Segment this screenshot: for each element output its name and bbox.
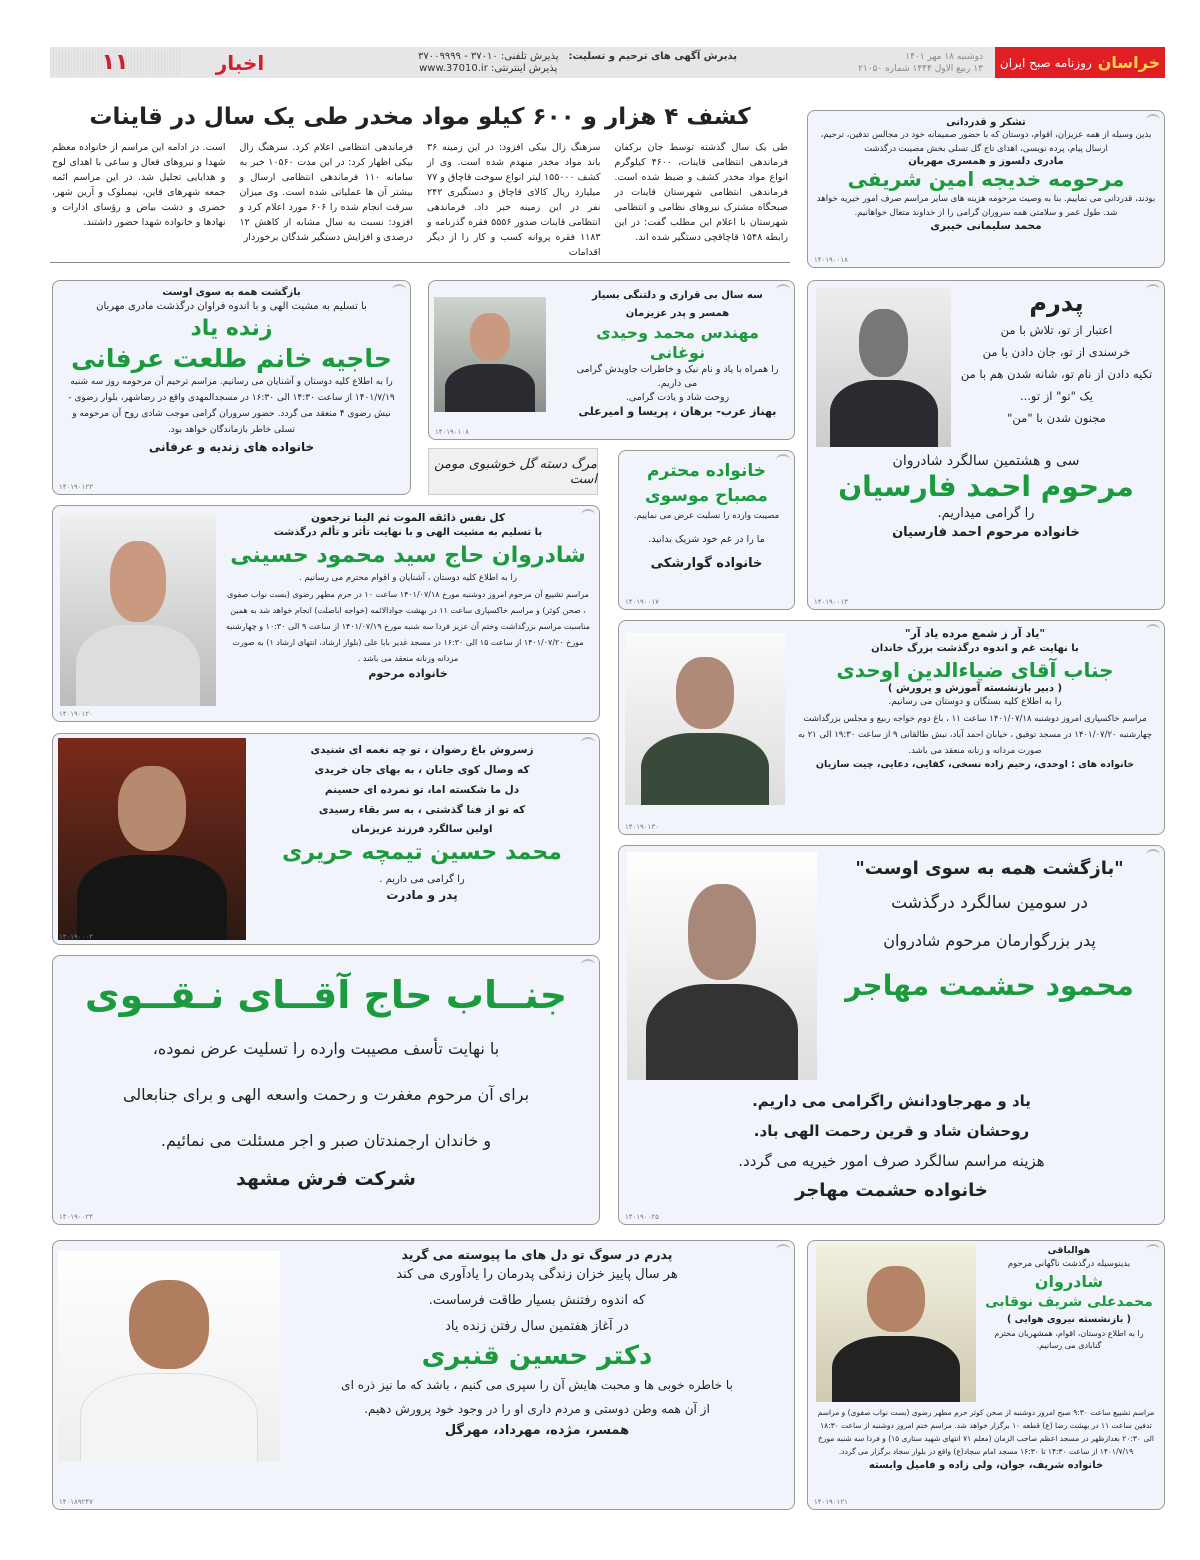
ad-text: از آن همه وطن دوستی و مردم داری او را در وجود خود پرورش دهیم. bbox=[364, 1401, 710, 1416]
ad-heading: "بازگشت همه به سوی اوست" bbox=[855, 858, 1124, 879]
poem-line: تکیه دادن از نام تو، شانه شدن هم با من bbox=[960, 367, 1153, 381]
poem-line: خرسندی از تو، جان دادن با من bbox=[982, 345, 1131, 359]
ad-signature: بهناز عرب- برهان ، پریسا و امیرعلی bbox=[578, 405, 777, 418]
portrait-photo bbox=[816, 287, 951, 447]
addressee-title: خانواده محترم bbox=[647, 461, 766, 481]
ad-text: در آغاز هفتمین سال رفتن زنده یاد bbox=[445, 1319, 629, 1334]
portrait-photo bbox=[60, 514, 216, 706]
ad-text: روحت شاد و یادت گرامی. bbox=[625, 392, 730, 403]
ad-text: روحشان شاد و قرین رحمت الهی باد. bbox=[753, 1122, 1030, 1140]
ad-text: مراسم تشییع آن مرحوم امروز دوشنبه مورخ ۱۴۰۱/۰۷/۱۸ ساعت ۱۰ در حرم مطهر رضوی (بست نواب صفوی ، صحن کوثر) و مراسم خاکسپاری ساعت ۱۱ در بهشت جوادالائمه (خواجه اباصلت) انجام خواهد شد به همین مناسبت مراسم بزرگداشت وختم آن عزیز فردا سه شنبه مورخ ۱۴۰۱/۰۷/۱۹ از ساعت ۹ الی ۱۰:۳۰ و چهارشنبه مورخ ۱۴۰۱/۰۷/۲۰ از ساعت ۱۵ الی ۱۶:۳۰ در مسجد غدیر بابا علی (بلوار ارشاد، انتهای ارشاد ۱) به صورت مردانه وزنانه منعقد می باشد . bbox=[225, 589, 591, 663]
ad-signature: شرکت فرش مشهد bbox=[236, 1167, 416, 1190]
ad-subheading: با تسلیم به مشیت الهی و با نهایت تأثر و تألم درگذشت bbox=[273, 527, 543, 538]
ad-code: ۱۴۰۱۹۰۱۰۸ bbox=[435, 428, 469, 436]
ad-code: ۱۴۰۱۹۰۱۲۳ bbox=[59, 483, 93, 491]
ad-text: بدین وسیله از همه عزیزان، اقوام، دوستان که با حضور صمیمانه خود در مجالس تدفین، ترحیم، ارسال پیام، پرده نویسی، اهدای تاج گل تسلی بخش مصیبت درگذشت bbox=[820, 130, 1152, 154]
portrait-photo bbox=[434, 297, 546, 412]
ad-text: را به اطلاع کلیه دوستان و آشنایان می رسانیم. مراسم ترحیم آن مرحومه روز سه شنبه ۱۴۰۱/۷/۱۹ از ساعت ۱۴:۳۰ الی ۱۶:۳۰ در مسجدالمهدی واقع در رضاشهر، بلوار رضوی - نبش رضوی ۴ منعقد می گردد. حضور سروران گرامی موجب شادی روح آن مرحومه و تسلی خاطر بازماندگان خواهد بود. bbox=[68, 376, 395, 435]
ad-heading: "یاد آر ز شمع مرده یاد آر" bbox=[904, 627, 1046, 640]
issue-date: دوشنبه ۱۸ مهر ۱۴۰۱ ۱۳ ربیع الاول ۱۴۴۴ شماره ۲۱۰۵۰ bbox=[858, 51, 983, 74]
ad-text: بدینوسیله درگذشت ناگهانی مرحوم bbox=[1007, 1259, 1131, 1269]
ad-text: و خاندان ارجمندتان صبر و اجر مسئلت می نمائیم. bbox=[160, 1130, 492, 1150]
ad-code: ۱۴۰۱۹۰۱۲۱ bbox=[814, 1498, 848, 1506]
ad-text: را گرامی می داریم . bbox=[379, 873, 465, 885]
addressee-name: جنــاب حاج آقــای نـقــوی bbox=[84, 973, 568, 1017]
deceased-name: مرحومه خدیجه امین شریفی bbox=[847, 167, 1125, 191]
article-column: سرهنگ زال بیکی افزود: در این زمینه ۳۶ باند مواد مخدر منهدم شده است. وی از کشف ۱۵۵۰۰۰ لیتر انواع سوخت قاچاق و ۷۷ میلیارد ریال کالای قاچاق و دستگیری ۲۴۲ نفر در این زمینه خبر داد. فرماندهی انتظامی قاینات صدور ۵۵۵۶ فقره گذرنامه و ۱۱۸۳ فقره پروانه کسب و کار را از دیگر اقدامات bbox=[427, 142, 601, 258]
poem-line: که وصال کوی جانان ، به بهای جان خریدی bbox=[314, 764, 530, 776]
ad-subheading: مادری دلسوز و همسری مهربان bbox=[908, 156, 1064, 167]
ad-code: ۱۴۰۱۹۰۰۱۳ bbox=[814, 598, 848, 606]
deceased-role: ( بازنشسته نیروی هوایی ) bbox=[1006, 1314, 1131, 1325]
ad-heading: تشکر و قدردانی bbox=[946, 117, 1026, 128]
ad-code: ۱۴۰۱۹۰۰۰۳ bbox=[59, 933, 93, 941]
deceased-title: زنده یاد bbox=[190, 316, 273, 341]
page-number: ۱۱ bbox=[50, 50, 180, 75]
ad-signature: محمد سلیمانی خیبری bbox=[930, 220, 1042, 232]
portrait-photo bbox=[627, 852, 817, 1080]
ad-code: ۱۴۰۱۹۰۰۱۷ bbox=[625, 598, 659, 606]
ad-text: بودند، قدردانی می نماییم. بنا به وصیت مرحومه هزینه های سایر مراسم صرف امور خیریه خواهد شد. طول عمر و سلامتی همه سروران گرامی را از خداوند متعال خواهانیم. bbox=[816, 194, 1156, 218]
deceased-name: دکتر حسین قنبری bbox=[421, 1341, 653, 1371]
ad-heading: پدرم bbox=[1029, 289, 1084, 317]
poem-line: یک "تو" از تو... bbox=[1019, 389, 1094, 403]
ad-signature: خانواده گوارشکی bbox=[650, 555, 763, 571]
ad-mousavi bbox=[618, 450, 795, 610]
ad-subheading: همسر و پدر عزیزمان bbox=[625, 308, 730, 319]
ad-text: را به اطلاع کلیه بستگان و دوستان می رسانیم. bbox=[888, 697, 1062, 707]
ad-text: ما را در غم خود شریک بدانید. bbox=[648, 533, 765, 545]
ad-ghanbari bbox=[52, 1240, 795, 1510]
ad-signature: همسر، مژده، مهرداد، مهرگل bbox=[444, 1422, 630, 1438]
ad-text: را به اطلاع کلیه دوستان ، آشنایان و اقوام محترم می رسانیم . bbox=[299, 572, 517, 583]
ad-code: ۱۴۰۱۹۰۱۲۰ bbox=[59, 710, 93, 718]
ad-heading: پدرم در سوگ تو دل های ما پیوسته می گرید bbox=[401, 1247, 673, 1262]
poem-line: که تو از فنا گذشتی ، به سر بقاء رسیدی bbox=[318, 804, 526, 816]
ad-text: که اندوه رفتنش بسیار طاقت فرساست. bbox=[428, 1293, 646, 1308]
article-headline: کشف ۴ هزار و ۶۰۰ کیلو مواد مخدر طی یک سال در قاینات bbox=[89, 104, 751, 130]
deceased-name: محمد حسین تیمچه حریری bbox=[282, 840, 562, 865]
deceased-name: مهندس محمد وحیدی نوغانی bbox=[596, 323, 759, 362]
ad-heading: هوالباقی bbox=[1047, 1245, 1091, 1256]
deceased-name: شادروان حاج سید محمود حسینی bbox=[230, 543, 586, 568]
ad-text: یاد و مهرجاودانش راگرامی می داریم. bbox=[752, 1092, 1031, 1110]
ad-nowghabi bbox=[807, 1240, 1165, 1510]
article-column: است. در ادامه این مراسم از خانواده معظم شهدا و نیروهای فعال و ساعی با اهدای لوح و هدایایی تجلیل شد. در این مراسم ائمه جمعه شهرهای قاین، نیمبلوک و آرین شهر، خضری و دشت بیاض و رؤسای ادارات و نهادها و خانواده شهدا حضور داشتند. bbox=[52, 142, 226, 228]
ad-erfani bbox=[52, 280, 411, 495]
ad-text: سی و هشتمین سالگرد شادروان bbox=[892, 453, 1080, 469]
ads-contact: پذیرش آگهی های ترحیم و تسلیت: پذیرش تلفنی: ۳۷۰۱۰ - ۳۷۰۰۹۹۹۹ پذیرش اینترنتی: www.37010.ir bbox=[417, 50, 738, 74]
portrait-photo bbox=[58, 1251, 280, 1461]
ad-text: در سومین سالگرد درگذشت bbox=[891, 893, 1088, 913]
ad-mohajer bbox=[618, 845, 1165, 1225]
portrait-photo bbox=[625, 633, 785, 805]
newspaper-logo: خراسان روزنامه صبح ایران bbox=[995, 47, 1165, 78]
divider bbox=[50, 262, 790, 263]
deceased-name: محمود حشمت مهاجر bbox=[845, 969, 1134, 1002]
ad-heading: بازگشت همه به سوی اوست bbox=[162, 287, 301, 298]
ad-ohadi bbox=[618, 620, 1165, 835]
ad-text: را گرامی میداریم. bbox=[937, 506, 1035, 521]
ad-sharifi bbox=[807, 110, 1165, 268]
ad-text: پدر بزرگوارمان مرحوم شادروان bbox=[883, 931, 1096, 950]
ad-naghavi bbox=[52, 955, 600, 1225]
deceased-name: جناب آقای ضیاءالدین اوحدی bbox=[836, 658, 1114, 682]
ad-text: را همراه با یاد و نام نیک و خاطرات جاویدش گرامی می داریم. bbox=[576, 364, 779, 389]
ad-heading: کل نفس ذائقه الموت ثم الینا ترجعون bbox=[310, 512, 506, 524]
ad-signature: خانواده حشمت مهاجر bbox=[795, 1180, 988, 1201]
deceased-name: محمدعلی شریف نوقابی bbox=[985, 1294, 1153, 1310]
ad-farsian bbox=[807, 280, 1165, 610]
ad-text: اولین سالگرد فرزند عزیزمان bbox=[351, 824, 493, 835]
ad-text: مصیبت وارده را تسلیت عرض می نماییم. bbox=[633, 510, 780, 521]
portrait-photo bbox=[816, 1244, 976, 1402]
ad-text: مراسم خاکسپاری امروز دوشنبه ۱۴۰۱/۰۷/۱۸ ساعت ۱۱ ، باغ دوم خواجه ربیع و مجلس بزرگداشت چهارشنبه ۱۴۰۱/۰۷/۲۰ در مسجد توفیق ، خیابان احمد آباد، نبش طالقانی ۹ از ساعت ۱۹:۳۰ الی ۲۱ به صورت مردانه و زنانه منعقد می باشد. bbox=[797, 714, 1152, 756]
ad-heading: سه سال بی قراری و دلتنگی بسیار bbox=[592, 290, 763, 301]
ad-signature: خانواده مرحوم احمد فارسیان bbox=[892, 525, 1080, 540]
deceased-title: شادروان bbox=[1034, 1272, 1104, 1291]
ad-signature: پدر و مادرت bbox=[386, 887, 458, 902]
ad-nowghani bbox=[428, 280, 795, 440]
calligraphy-quote: مرگ دسته گل خوشبوی مومن است bbox=[428, 448, 598, 495]
deceased-role: ( دبیر بازنشسته آموزش و پرورش ) bbox=[887, 683, 1063, 694]
ad-text: با تسلیم به مشیت الهی و با اندوه فراوان درگذشت مادری مهربان bbox=[96, 301, 367, 312]
page-header bbox=[50, 47, 1165, 78]
ad-text: با خاطره خوبی ها و محبت هایش آن را سپری می کنیم ، باشد که ما نیز ذره ای bbox=[341, 1377, 733, 1392]
ad-code: ۱۴۰۱۸۹۲۴۷ bbox=[59, 1498, 93, 1506]
news-article bbox=[50, 104, 790, 260]
deceased-name: حاجیه خانم طلعت عرفانی bbox=[71, 343, 392, 373]
section-title: اخبار bbox=[215, 50, 265, 75]
poem-line: اعتبار از تو، تلاش با من bbox=[1000, 323, 1113, 337]
ad-code: ۱۴۰۱۹۰۰۲۵ bbox=[625, 1213, 659, 1221]
ad-text: را به اطلاع دوستان، اقوام، همشهریان محترم گنابادی می رسانیم. bbox=[994, 1329, 1144, 1350]
ad-code: ۱۴۰۱۹۰۰۲۴ bbox=[59, 1213, 93, 1221]
ad-text: برای آن مرحوم مغفرت و رحمت واسعه الهی و برای جنابعالی bbox=[122, 1084, 530, 1104]
ad-hosseini bbox=[52, 505, 600, 722]
ad-signature: خانواده های زندیه و عرفانی bbox=[148, 439, 315, 454]
ad-code: ۱۴۰۱۹۰۰۱۸ bbox=[814, 256, 848, 264]
poem-line: زسروش باغ رضوان ، تو چه نغمه ای شنیدی bbox=[310, 744, 534, 756]
ad-subheading: با نهایت غم و اندوه درگذشت بزرگ خاندان bbox=[871, 643, 1079, 654]
ad-text: هر سال پاییز خزان زندگی پدرمان را یادآوری می کند bbox=[396, 1267, 678, 1282]
ad-text: مراسم تشییع ساعت ۹:۳۰ صبح امروز دوشنبه از صحن کوثر حرم مطهر رضوی (بست نواب صفوی) و مراسم تدفین ساعت ۱۱ در بهشت رضا (ع) قطعه ۱۰ برگزار خواهد شد. مراسم ختم امروز دوشنبه از ساعت ۱۸:۳۰ الی ۲۰:۳۰ بعدازظهر در مسجد اعظم صاحب الزمان (معلم ۷۱ انتهای شهید ستاری ۱۵) و فردا سه شنبه مورخ ۱۴۰۱/۷/۱۹ از ساعت ۱۴:۳۰ تا ۱۶:۳۰ مسجد امام سجاد(ع) واقع در بلوار سجاد برگزار می گردد. bbox=[817, 1408, 1155, 1456]
ad-signature: خانواده های : اوحدی، رحیم زاده نسخی، کفایی، دعایی، چیت سازیان bbox=[815, 759, 1135, 770]
deceased-name: مرحوم احمد فارسیان bbox=[838, 470, 1134, 503]
article-column: طی یک سال گذشته توسط جان برکفان فرماندهی انتظامی قاینات، ۴۶۰۰ کیلوگرم انواع مواد مخدر کشف و ضبط شده است. فرماندهی انتظامی شهرستان قاینات در صبحگاه مشترک نیروهای نظامی و انتظامی شهرستان با اعلام این مطلب گفت: در این رابطه ۱۵۴۸ قاچاقچی دستگیر شده اند. bbox=[614, 142, 788, 243]
ad-hariri bbox=[52, 733, 600, 945]
portrait-photo bbox=[58, 738, 246, 940]
addressee-name: مصباح موسوی bbox=[645, 486, 768, 507]
ad-code: ۱۴۰۱۹۰۱۳۰ bbox=[625, 823, 659, 831]
ad-signature: خانواده شریف، جوان، ولی زاده و فامیل وابسته bbox=[868, 1460, 1104, 1471]
poem-line: مجنون شدن با "من" bbox=[1007, 411, 1106, 425]
ad-text: با نهایت تأسف مصیبت وارده را تسلیت عرض نموده، bbox=[152, 1038, 500, 1058]
poem-line: دل ما شکسته اما، تو نمرده ای حسینم bbox=[324, 784, 520, 796]
ad-text: هزینه مراسم سالگرد صرف امور خیریه می گردد. bbox=[738, 1152, 1045, 1170]
ad-signature: خانواده مرحوم bbox=[368, 666, 448, 680]
article-column: فرماندهی انتظامی اعلام کرد. سرهنگ زال بیکی اظهار کرد: در این مدت ۱۰۵۶۰ خبر به سامانه ۱۱۰ فرماندهی انتظامی ارسال و بیشتر آن ها عملیاتی شده است. وی میزان سرقت انجام شده را ۶۰۶ مورد اعلام کرد و افزود: نسبت به سال مشابه از کاهش ۱۲ درصدی و افزایش دستگیر شدگان برخوردار bbox=[239, 142, 413, 243]
